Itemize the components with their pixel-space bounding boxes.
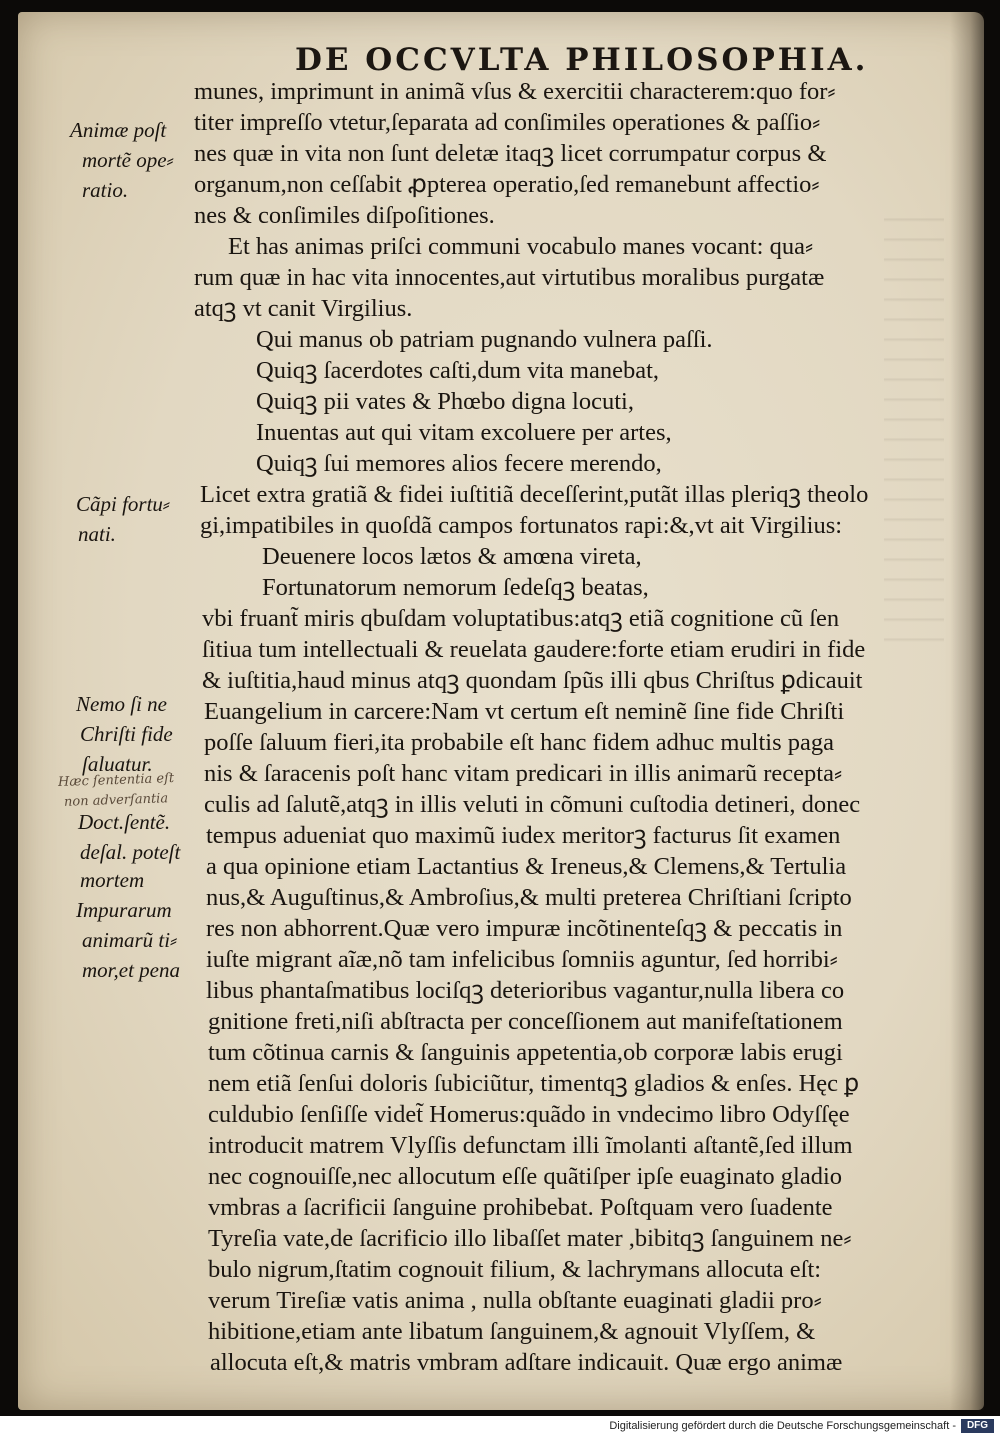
dfg-logo: DFG	[961, 1419, 994, 1433]
margin-note: Cãpi fortu⸗	[76, 492, 170, 516]
body-line: nem etiã ſenſui doloris ſubiciũtur, timentqꝫ gladios & enſes. Hęc ꝑ	[208, 1070, 860, 1097]
handwritten-annotation: non adverſantia	[63, 791, 169, 810]
body-line: tempus adueniat quo maximũ iudex meritorꝫ facturus ſit examen	[206, 822, 841, 849]
funding-credit: Digitalisierung gefördert durch die Deutsche Forschungsgemeinschaft -	[609, 1420, 956, 1432]
body-line: res non abhorrent.Quæ vero impuræ incõtinenteſqꝫ & peccatis in	[206, 915, 843, 942]
body-line: a qua opinione etiam Lactantius & Ireneus,& Clemens,& Tertulia	[206, 853, 847, 880]
body-line: tum cõtinua carnis & ſanguinis appetentia,ob corporæ labis erugi	[208, 1039, 843, 1066]
margin-note: Impurarum	[76, 898, 172, 922]
body-line: allocuta eſt,& matris vmbram adſtare indicauit. Quæ ergo animæ	[210, 1349, 843, 1376]
body-line: gi,impatibiles in quoſdã campos fortunatos rapi:&,vt ait Virgilius:	[200, 512, 843, 539]
body-line: Et has animas priſci communi vocabulo manes vocant: qua⸗	[228, 233, 814, 260]
body-line: nec cognouiſſe,nec allocutum eſſe quãtiſper ipſe euaginato gladio	[208, 1163, 843, 1190]
body-line: Tyreſia vate,de ſacrificio illo libaſſet mater ,bibitqꝫ ſanguinem ne⸗	[208, 1225, 852, 1252]
margin-note: deſal. poteſt	[80, 840, 181, 864]
body-line: vbi fruant̃ miris qbuſdam voluptatibus:atqꝫ etiã cognitione cũ ſen	[202, 605, 840, 632]
margin-note: ratio.	[82, 178, 129, 202]
margin-note: Chriſti fide	[80, 722, 173, 746]
body-line: Licet extra gratiã & fidei iuſtitiã deceſſerint,putãt illas pleriqꝫ theolo	[200, 481, 869, 508]
body-line: munes, imprimunt in animã vſus & exercitii characterem:quo for⸗	[194, 78, 836, 105]
verse-line: Deuenere locos lætos & amœna vireta,	[262, 543, 642, 570]
margin-note: Nemo ſi ne	[76, 692, 167, 716]
margin-note: animarũ ti⸗	[82, 928, 178, 952]
margin-note: nati.	[78, 522, 116, 546]
margin-note: mor,et pena	[82, 958, 180, 982]
margin-note: mortẽ ope⸗	[82, 148, 174, 172]
body-line: titer impreſſo vtetur,ſeparata ad conſimiles operationes & paſſio⸗	[194, 109, 821, 136]
body-line: ſitiua tum intellectuali & reuelata gaudere:forte etiam erudiri in fide	[202, 636, 866, 663]
body-line: verum Tireſiæ vatis anima , nulla obſtante euaginati gladii pro⸗	[208, 1287, 822, 1314]
body-line: culdubio ſenſiſſe videt̃ Homerus:quãdo in vndecimo libro Odyſſęe	[208, 1101, 850, 1128]
handwritten-annotation: Hæc ſententia eſt	[57, 770, 175, 791]
body-line: vmbras a ſacrificii ſanguine prohibebat. Poſtquam vero ſuadente	[208, 1194, 833, 1221]
verse-line: Quiqꝫ ſacerdotes caſti,dum vita manebat,	[256, 357, 660, 384]
body-line: organum,non ceſſabit ꝓpterea operatio,ſed remanebunt affectio⸗	[194, 171, 820, 198]
body-line: culis ad ſalutẽ,atqꝫ in illis veluti in cõmuni cuſtodia detineri, donec	[204, 791, 861, 818]
body-line: iuſte migrant aĩæ,nõ tam infelicibus ſomniis aguntur, ſed horribi⸗	[206, 946, 838, 973]
body-line: gnitione freti,niſi abſtracta per conceſſionem aut manifeſtationem	[208, 1008, 843, 1035]
body-line: atqꝫ vt canit Virgilius.	[194, 295, 413, 322]
running-head: DE OCCVLTA PHILOSOPHIA.	[295, 42, 869, 78]
verse-line: Inuentas aut qui vitam excoluere per artes,	[256, 419, 672, 446]
body-line: hibitione,etiam ante libatum ſanguinem,& agnouit Vlyſſem, &	[208, 1318, 816, 1345]
margin-note: Doct.ſentẽ.	[78, 810, 171, 834]
show-through-texture	[884, 202, 944, 642]
margin-note: mortem	[80, 868, 145, 892]
margin-note: Animæ poſt	[70, 118, 167, 142]
gutter-shadow	[950, 12, 984, 1410]
verse-line: Quiqꝫ pii vates & Phœbo digna locuti,	[256, 388, 634, 415]
margin-note: ſaluatur.	[82, 752, 153, 776]
verse-line: Qui manus ob patriam pugnando vulnera paſſi.	[256, 326, 713, 353]
body-line: nes quæ in vita non ſunt deletæ itaqꝫ licet corrumpatur corpus &	[194, 140, 827, 167]
body-line: rum quæ in hac vita innocentes,aut virtutibus moralibus purgatæ	[194, 264, 825, 291]
body-line: bulo nigrum,ſtatim cognouit filium, & lachrymans allocuta eſt:	[208, 1256, 822, 1283]
verse-line: Quiqꝫ ſui memores alios fecere merendo,	[256, 450, 662, 477]
verse-line: Fortunatorum nemorum ſedeſqꝫ beatas,	[262, 574, 649, 601]
body-line: nus,& Auguſtinus,& Ambroſius,& multi preterea Chriſtiani ſcripto	[206, 884, 852, 911]
footer	[0, 1416, 1000, 1438]
body-line: & iuſtitia,haud minus atqꝫ quondam ſpũs illi qbus Chriſtus ꝑdicauit	[202, 667, 863, 694]
body-line: libus phantaſmatibus lociſqꝫ deterioribus vagantur,nulla libera co	[206, 977, 845, 1004]
body-line: Euangelium in carcere:Nam vt certum eſt neminẽ ſine fide Chriſti	[204, 698, 845, 725]
body-line: introducit matrem Vlyſſis defunctam illi ĩmolanti aſtantẽ,ſed illum	[208, 1132, 853, 1159]
body-line: nes & conſimiles diſpoſitiones.	[194, 202, 495, 229]
body-line: nis & ſaracenis poſt hanc vitam predicari in illis animarũ recepta⸗	[204, 760, 843, 787]
body-line: poſſe ſaluum fieri,ita probabile eſt hanc fidem adhuc multis paga	[204, 729, 834, 756]
